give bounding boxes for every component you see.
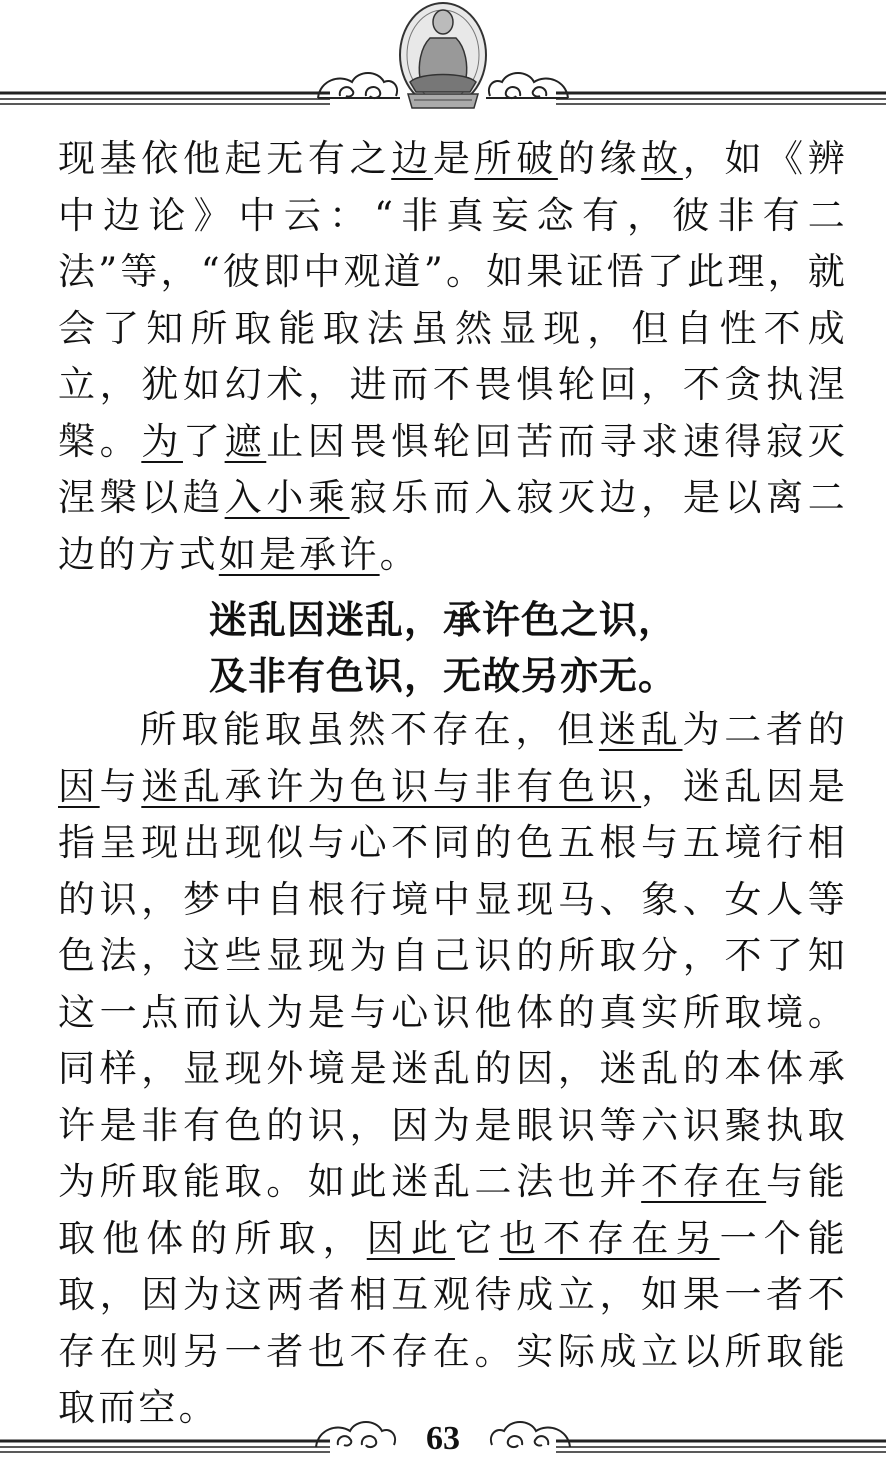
- text-run: 与能取他体的所取，: [58, 1160, 848, 1260]
- text-run: 所取能取虽然不存在，但: [138, 708, 599, 751]
- underlined-phrase: 为: [141, 419, 183, 463]
- cloud-scroll-right-icon: [486, 73, 568, 98]
- text-run: 止因畏惧轮回苦而寻求速得寂灭涅槃以趋: [58, 419, 848, 519]
- underlined-phrase: 所破: [474, 137, 558, 180]
- text-run: 。: [379, 532, 420, 576]
- header-rule-left: [0, 93, 330, 104]
- underlined-phrase: 如是承许: [218, 532, 380, 576]
- page-header: [0, 0, 886, 120]
- text-run: 是: [432, 137, 475, 180]
- underlined-phrase: 也不存在另: [499, 1216, 720, 1260]
- underlined-phrase: 迷乱: [598, 708, 683, 751]
- text-run: 现基依他起无有之: [58, 137, 392, 180]
- verse-line-2: 及非有色识，无故另亦无。: [208, 654, 677, 698]
- underlined-phrase: 不存在: [641, 1160, 767, 1203]
- text-run: 的缘: [557, 137, 642, 180]
- cloud-scroll-left-icon: [318, 73, 400, 98]
- paragraph-1: [58, 131, 848, 583]
- text-run: 寂乐而入寂灭边，是以离二边的方式: [58, 476, 848, 576]
- text-run: 了: [182, 419, 225, 463]
- underlined-phrase: 因此: [366, 1216, 455, 1260]
- underlined-phrase: 入小乘: [224, 476, 350, 519]
- underlined-phrase: 迷乱承许为色识与非有色识: [141, 764, 642, 808]
- header-rule-right: [556, 93, 886, 104]
- paragraph-2: [58, 702, 848, 1437]
- buddha-figure-icon: [400, 3, 486, 108]
- text-run: 它: [454, 1216, 500, 1260]
- text-run: ，如《辨中边论》中云：“非真妄念有，彼非有二法”等，“彼即中观道”。如果证悟了此理，就会了知所取能取法虽然显现，但自性不成立，犹如幻术，进而不畏惧轮回，不贪执涅槃。: [58, 137, 848, 463]
- underlined-phrase: 因: [58, 764, 100, 808]
- text-run: 与: [99, 764, 142, 808]
- header-ornament: [0, 0, 886, 120]
- verse-line-1: 迷乱因迷乱，承许色之识，: [208, 598, 677, 642]
- underlined-phrase: 边: [391, 137, 433, 180]
- page-number: 63: [426, 1420, 460, 1457]
- text-run: ，迷乱因是指呈现出现似与心不同的色五根与五境行相的识，梦中自根行境中显现马、象、女人等色法，这些显现为自己识的所取分，不了知这一点而认为是与心识他体的真实所取境。同样，显现外境是迷乱的因，迷乱的本体承许是非有色的识，因为是眼识等六识聚执取为所取能取。如此迷乱二法也并: [58, 764, 848, 1203]
- text-run: 一个能取，因为这两者相互观待成立，如果一者不存在则另一者也不存在。实际成立以所取能取而空。: [58, 1216, 849, 1429]
- text-run: 为二者的: [682, 708, 848, 751]
- underlined-phrase: 遮: [224, 419, 267, 463]
- underlined-phrase: 故: [641, 137, 683, 180]
